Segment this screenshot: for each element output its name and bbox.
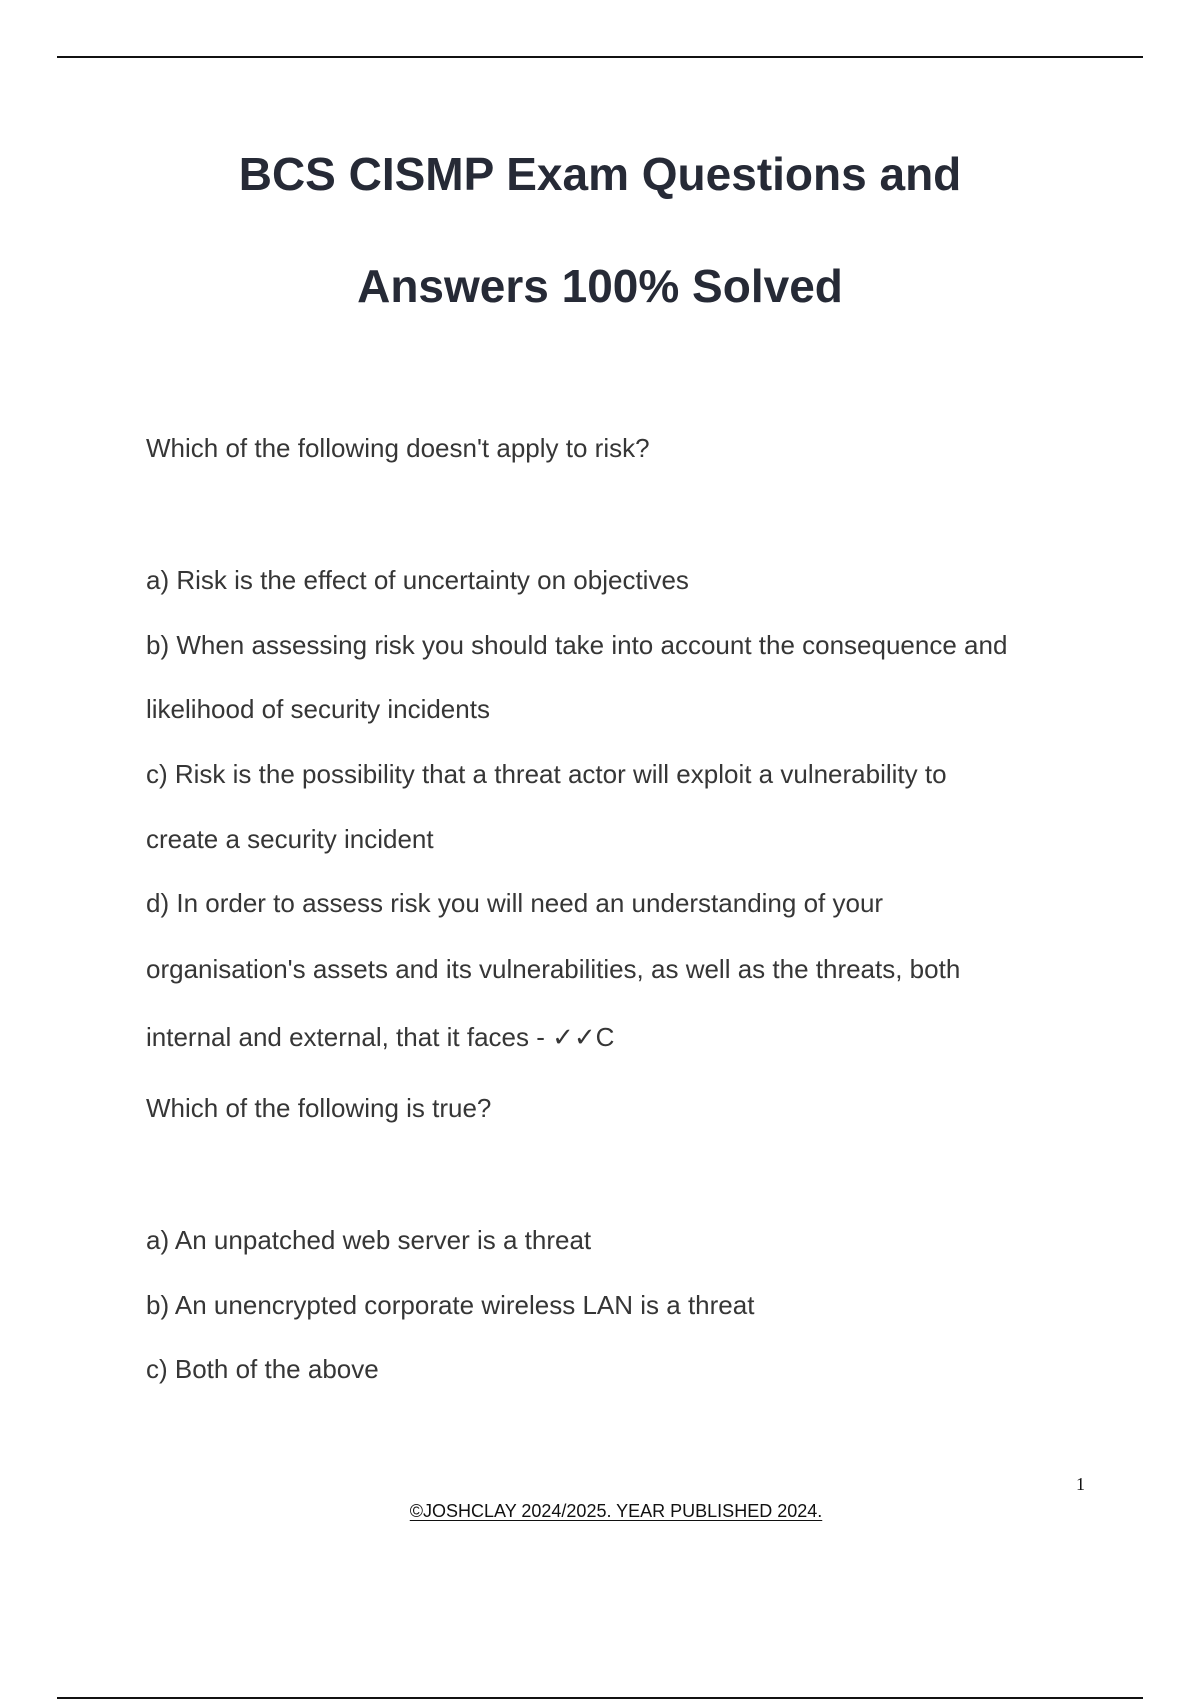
document-title-line-2: Answers 100% Solved <box>357 260 843 312</box>
header-rule <box>57 56 1143 58</box>
question-text: Which of the following is true? <box>146 1093 492 1123</box>
option-line: organisation's assets and its vulnerabilities, as well as the threats, both <box>146 954 961 984</box>
question-text: Which of the following doesn't apply to risk? <box>146 433 650 463</box>
footer-rule <box>57 1697 1143 1699</box>
document-title-line-1: BCS CISMP Exam Questions and <box>238 148 962 200</box>
copyright-footer: ©JOSHCLAY 2024/2025. YEAR PUBLISHED 2024. <box>409 1501 823 1521</box>
option-line: c) Risk is the possibility that a threat actor will exploit a vulnerability to <box>146 759 947 789</box>
option-line: likelihood of security incidents <box>146 694 490 724</box>
option-line: b) When assessing risk you should take into account the consequence and <box>146 630 1008 660</box>
option-line: create a security incident <box>146 824 434 854</box>
option-line: d) In order to assess risk you will need an understanding of your <box>146 888 884 918</box>
option-line: c) Both of the above <box>146 1354 379 1384</box>
page-number: 1 <box>1076 1474 1085 1494</box>
option-line: a) An unpatched web server is a threat <box>146 1225 592 1255</box>
option-line: b) An unencrypted corporate wireless LAN is a threat <box>146 1290 755 1320</box>
option-line: a) Risk is the effect of uncertainty on objectives <box>146 565 689 595</box>
option-line-with-answer: internal and external, that it faces - ✓✓C <box>146 1022 615 1052</box>
